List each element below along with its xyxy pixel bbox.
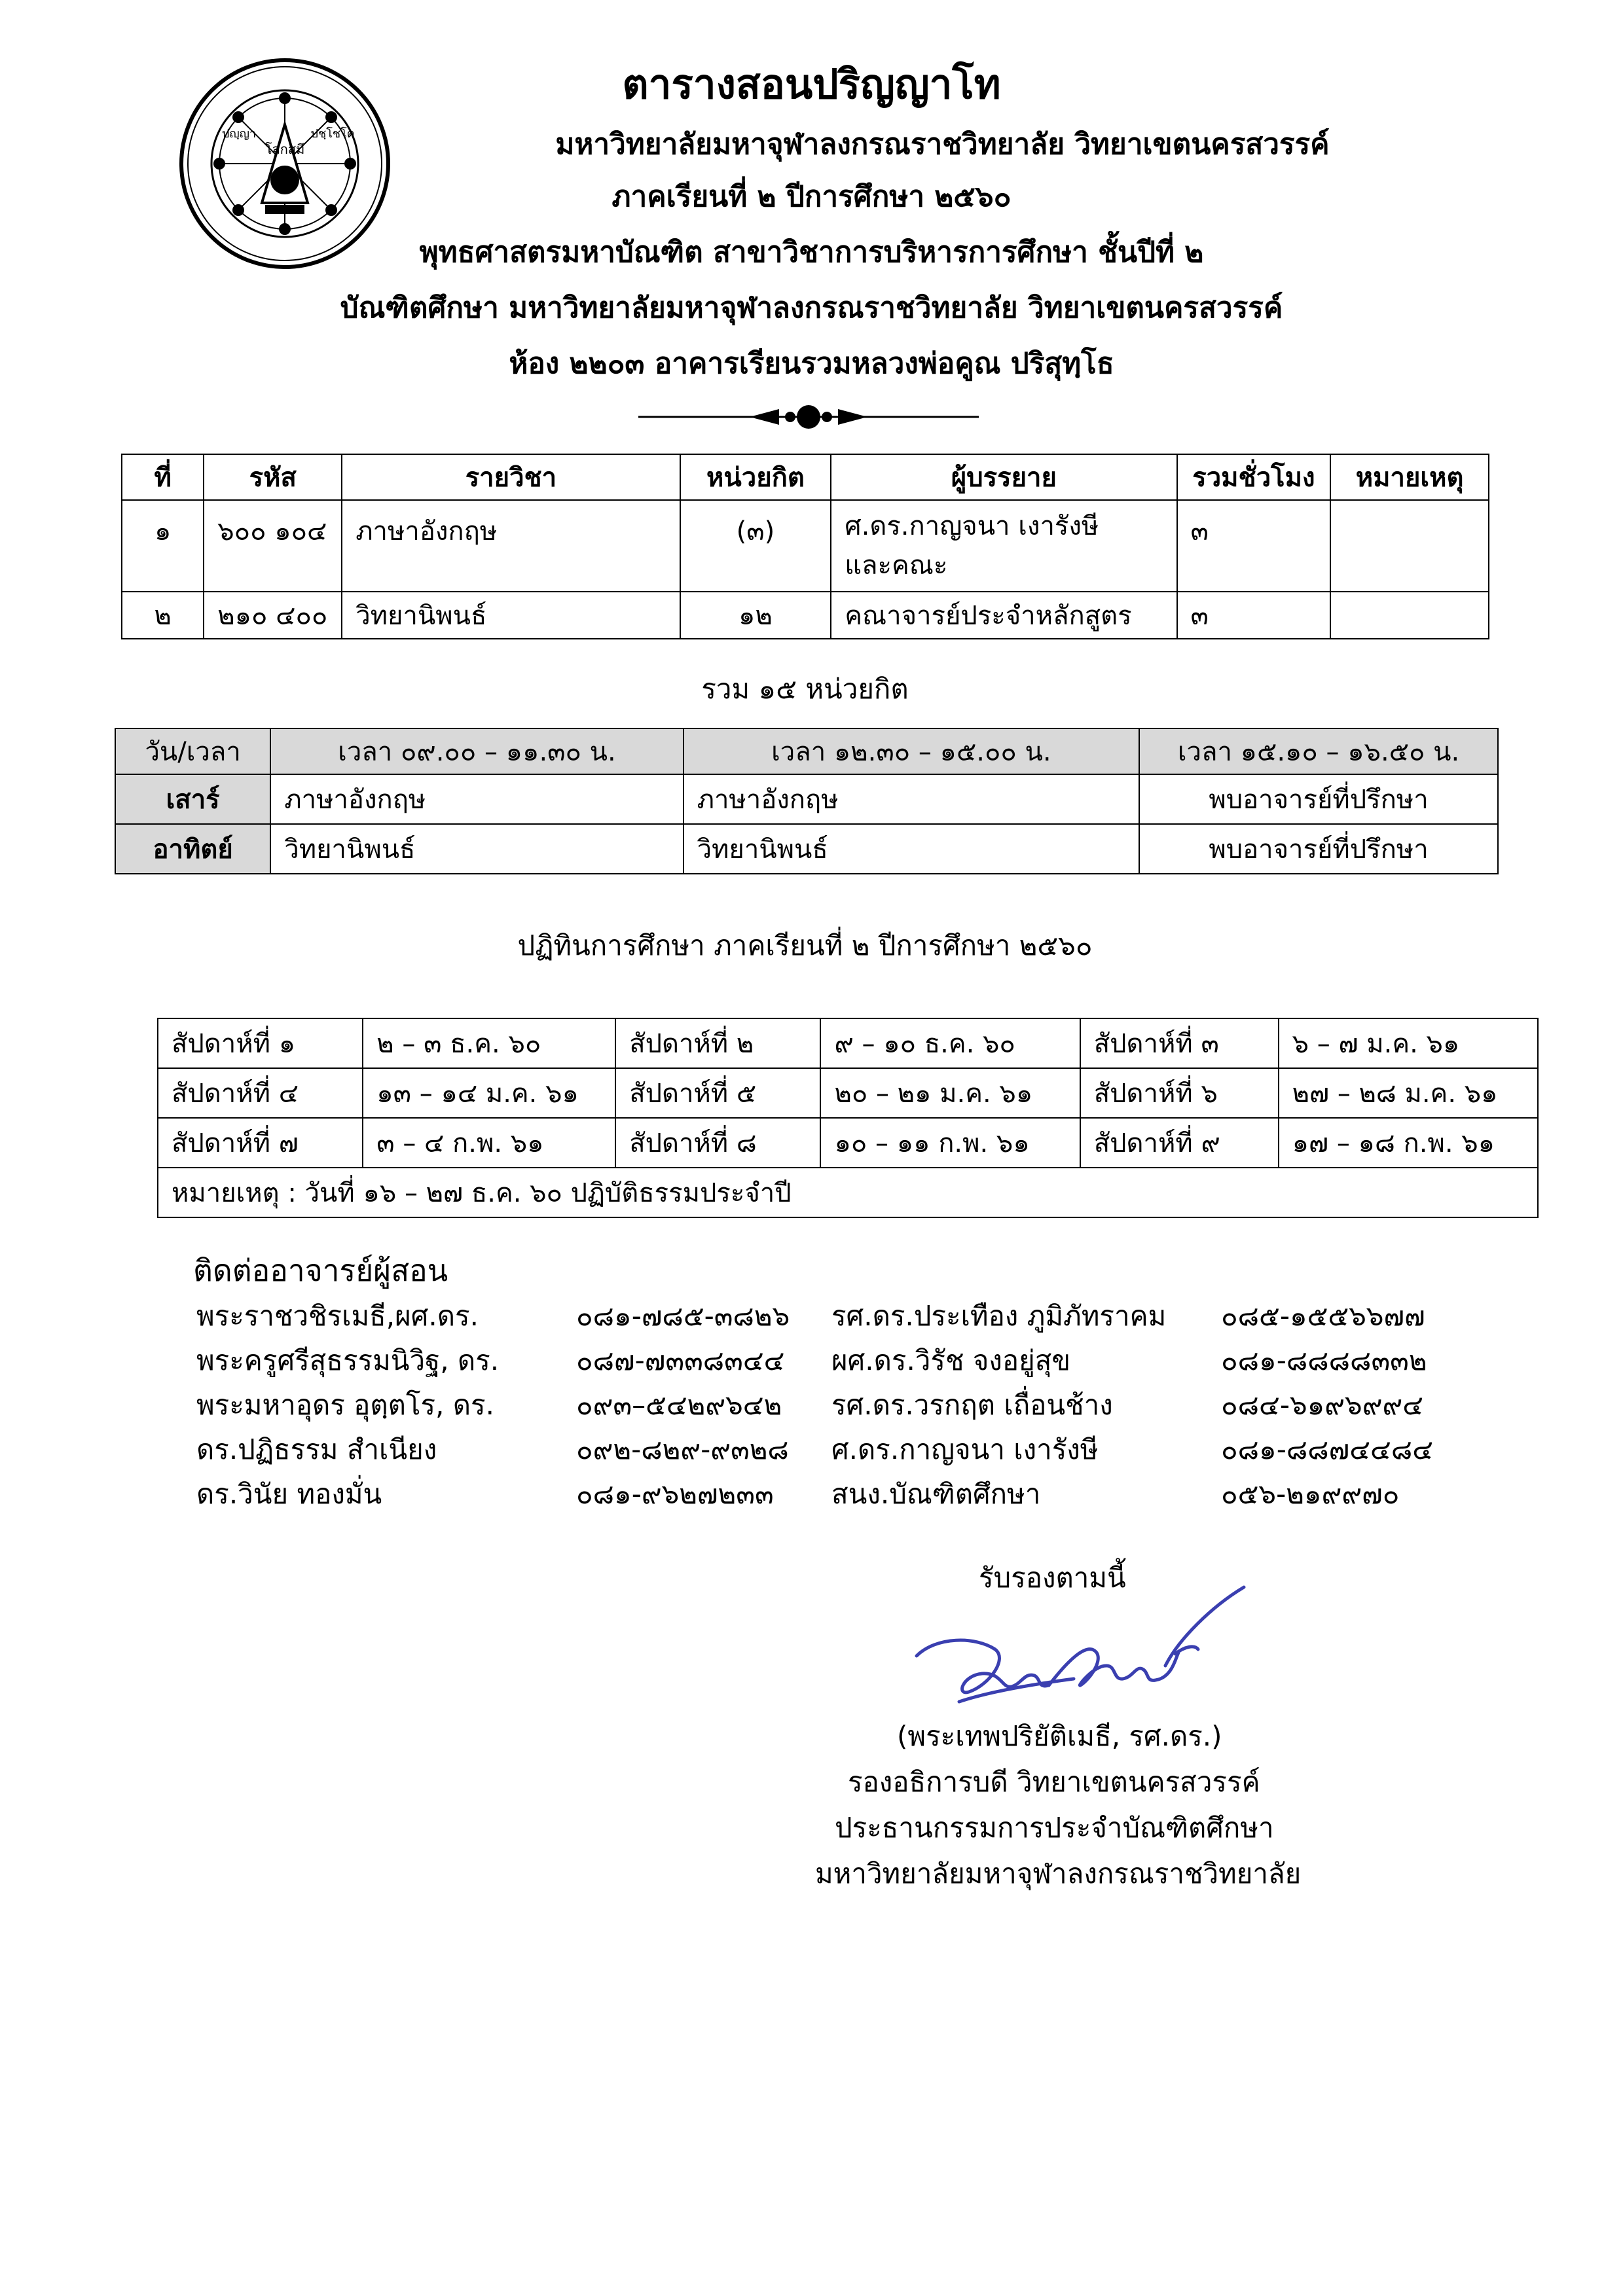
calendar-title: ปฏิทินการศึกษา ภาคเรียนที่ ๒ ปีการศึกษา ๒๕๖๐ bbox=[517, 929, 1093, 961]
course-lecturer bbox=[831, 500, 1176, 592]
lecturer-line-2: และคณะ bbox=[845, 550, 948, 581]
contact-phone: ๐๘๑-๙๖๒๗๒๓๓ bbox=[576, 1478, 774, 1510]
contact-phone: ๐๘๑-๘๘๘๘๓๓๒ bbox=[1221, 1344, 1427, 1376]
course-credit: (๓) bbox=[680, 500, 831, 592]
courses-table bbox=[121, 454, 1489, 639]
header-line-5: ห้อง ๒๒๐๓ อาคารเรียนรวมหลวงพ่อคูณ ปริสุทฺโธ bbox=[509, 347, 1114, 380]
week-label: สัปดาห์ที่ ๕ bbox=[615, 1068, 820, 1118]
schedule-col-slot1: เวลา ๐๙.๐๐ – ๑๑.๓๐ น. bbox=[270, 728, 683, 774]
schedule-slot: วิทยานิพนธ์ bbox=[270, 824, 683, 874]
signer-position-2: ประธานกรรมการประจำบัณฑิตศึกษา bbox=[835, 1812, 1274, 1844]
week-date: ๑๓ – ๑๔ ม.ค. ๖๑ bbox=[363, 1068, 615, 1118]
week-date: ๙ – ๑๐ ธ.ค. ๖๐ bbox=[820, 1018, 1080, 1068]
header-line-4: บัณฑิตศึกษา มหาวิทยาลัยมหาจุฬาลงกรณราชวิทยาลัย วิทยาเขตนครสวรรค์ bbox=[340, 291, 1283, 325]
certify-text: รับรองตามนี้ bbox=[979, 1562, 1126, 1594]
contact-name: รศ.ดร.วรกฤต เถื่อนช้าง bbox=[831, 1389, 1113, 1421]
course-code: ๖๐๐ ๑๐๔ bbox=[204, 500, 342, 592]
col-hours: รวมชั่วโมง bbox=[1177, 454, 1331, 500]
contact-name: สนง.บัณฑิตศึกษา bbox=[831, 1478, 1041, 1510]
seal-motto: โลกสฺมึ bbox=[264, 141, 305, 157]
week-label: สัปดาห์ที่ ๒ bbox=[615, 1018, 820, 1068]
contact-phone: ๐๘๑-๘๘๗๔๔๘๔ bbox=[1221, 1433, 1434, 1465]
contact-name: ดร.วินัย ทองมั่น bbox=[196, 1478, 382, 1510]
calendar-table bbox=[157, 1018, 1539, 1218]
col-subject: รายวิชา bbox=[342, 454, 680, 500]
schedule-slot: วิทยานิพนธ์ bbox=[684, 824, 1139, 874]
week-date: ๑๐ – ๑๑ ก.พ. ๖๑ bbox=[820, 1118, 1080, 1168]
contact-phone: ๐๙๓–๕๔๒๙๖๔๒ bbox=[576, 1389, 782, 1421]
table-row bbox=[115, 824, 1498, 874]
contact-name: รศ.ดร.ประเทือง ภูมิภัทราคม bbox=[831, 1300, 1167, 1332]
schedule-col-slot3: เวลา ๑๕.๑๐ – ๑๖.๕๐ น. bbox=[1139, 728, 1498, 774]
week-label: สัปดาห์ที่ ๘ bbox=[615, 1118, 820, 1168]
course-lecturer: คณาจารย์ประจำหลักสูตร bbox=[831, 592, 1176, 639]
schedule-header-row bbox=[115, 728, 1498, 774]
contact-name: พระมหาอุดร อุตฺตโร, ดร. bbox=[196, 1389, 494, 1421]
table-row bbox=[158, 1118, 1538, 1168]
header-line-3: พุทธศาสตรมหาบัณฑิต สาขาวิชาการบริหารการศึกษา ชั้นปีที่ ๒ bbox=[419, 236, 1204, 269]
schedule-col-slot2: เวลา ๑๒.๓๐ – ๑๕.๐๐ น. bbox=[684, 728, 1139, 774]
week-date: ๑๗ – ๑๘ ก.พ. ๖๑ bbox=[1279, 1118, 1538, 1168]
contact-name: พระราชวชิรเมธี,ผศ.ดร. bbox=[196, 1300, 479, 1332]
col-code: รหัส bbox=[204, 454, 342, 500]
contacts-title: ติดต่ออาจารย์ผู้สอน bbox=[193, 1253, 448, 1288]
seal-motto-right: ปชฺโชโต bbox=[310, 127, 355, 141]
course-hours: ๓ bbox=[1177, 592, 1331, 639]
week-date: ๖ – ๗ ม.ค. ๖๑ bbox=[1279, 1018, 1538, 1068]
week-date: ๓ – ๔ ก.พ. ๖๑ bbox=[363, 1118, 615, 1168]
calendar-note: หมายเหตุ : วันที่ ๑๖ – ๒๗ ธ.ค. ๖๐ ปฏิบัติธรรมประจำปี bbox=[158, 1168, 1538, 1217]
week-date: ๒ – ๓ ธ.ค. ๖๐ bbox=[363, 1018, 615, 1068]
col-note: หมายเหตุ bbox=[1330, 454, 1489, 500]
lecturer-line-1: ศ.ดร.กาญจนา เงารังษี bbox=[845, 511, 1099, 541]
schedule-table bbox=[115, 728, 1499, 874]
week-date: ๒๐ – ๒๑ ม.ค. ๖๑ bbox=[820, 1068, 1080, 1118]
col-no: ที่ bbox=[122, 454, 204, 500]
signer-name: (พระเทพปริยัติเมธี, รศ.ดร.) bbox=[897, 1720, 1222, 1752]
contact-name: ศ.ดร.กาญจนา เงารังษี bbox=[831, 1433, 1099, 1465]
course-no: ๒ bbox=[122, 592, 204, 639]
contact-phone: ๐๙๒-๘๒๙-๙๓๒๘ bbox=[576, 1433, 789, 1465]
col-lecturer: ผู้บรรยาย bbox=[831, 454, 1176, 500]
course-note bbox=[1330, 500, 1489, 592]
course-name: ภาษาอังกฤษ bbox=[342, 500, 680, 592]
signer-position-3: มหาวิทยาลัยมหาจุฬาลงกรณราชวิทยาลัย bbox=[815, 1857, 1302, 1890]
courses-header-row bbox=[122, 454, 1489, 500]
page-title: ตารางสอนปริญญาโท bbox=[622, 60, 1001, 108]
contact-name: พระครูศรีสุธรรมนิวิฐ, ดร. bbox=[196, 1344, 500, 1376]
contact-name: ผศ.ดร.วิรัช จงอยู่สุข bbox=[831, 1344, 1071, 1376]
ornament-divider bbox=[638, 401, 979, 433]
schedule-slot: ภาษาอังกฤษ bbox=[684, 774, 1139, 824]
table-row bbox=[158, 1018, 1538, 1068]
table-row bbox=[115, 774, 1498, 824]
contact-phone: ๐๘๗-๗๓๓๘๓๔๔ bbox=[576, 1344, 785, 1376]
week-label: สัปดาห์ที่ ๓ bbox=[1080, 1018, 1279, 1068]
signer-position-1: รองอธิการบดี วิทยาเขตนครสวรรค์ bbox=[848, 1766, 1260, 1798]
table-row bbox=[122, 500, 1489, 592]
week-label: สัปดาห์ที่ ๖ bbox=[1080, 1068, 1279, 1118]
course-name: วิทยานิพนธ์ bbox=[342, 592, 680, 639]
week-label: สัปดาห์ที่ ๔ bbox=[158, 1068, 363, 1118]
week-label: สัปดาห์ที่ ๙ bbox=[1080, 1118, 1279, 1168]
week-label: สัปดาห์ที่ ๑ bbox=[158, 1018, 363, 1068]
contact-phone: ๐๘๔-๖๑๙๖๙๙๔ bbox=[1221, 1389, 1424, 1421]
schedule-day: อาทิตย์ bbox=[115, 824, 270, 874]
schedule-slot: พบอาจารย์ที่ปรึกษา bbox=[1139, 824, 1498, 874]
contact-phone: ๐๕๖-๒๑๙๙๗๐ bbox=[1221, 1478, 1400, 1510]
course-note bbox=[1330, 592, 1489, 639]
header-line-1: มหาวิทยาลัยมหาจุฬาลงกรณราชวิทยาลัย วิทยาเขตนครสวรรค์ bbox=[555, 128, 1330, 161]
seal-motto-left: ปญฺญา bbox=[221, 127, 257, 141]
schedule-col-day: วัน/เวลา bbox=[115, 728, 270, 774]
course-no: ๑ bbox=[122, 500, 204, 592]
course-code: ๒๑๐ ๔๐๐ bbox=[204, 592, 342, 639]
contact-phone: ๐๘๕-๑๕๕๖๖๗๗ bbox=[1221, 1300, 1425, 1332]
contact-name: ดร.ปฏิธรรม สำเนียง bbox=[196, 1433, 437, 1465]
handwritten-signature bbox=[877, 1568, 1270, 1725]
credit-total: รวม ๑๕ หน่วยกิต bbox=[701, 673, 909, 705]
table-row bbox=[122, 592, 1489, 639]
schedule-slot: พบอาจารย์ที่ปรึกษา bbox=[1139, 774, 1498, 824]
col-credit: หน่วยกิต bbox=[680, 454, 831, 500]
calendar-note-row bbox=[158, 1168, 1538, 1217]
week-date: ๒๗ – ๒๘ ม.ค. ๖๑ bbox=[1279, 1068, 1538, 1118]
course-hours: ๓ bbox=[1177, 500, 1331, 592]
header-line-2: ภาคเรียนที่ ๒ ปีการศึกษา ๒๕๖๐ bbox=[611, 180, 1012, 213]
schedule-day: เสาร์ bbox=[115, 774, 270, 824]
schedule-slot: ภาษาอังกฤษ bbox=[270, 774, 683, 824]
course-credit: ๑๒ bbox=[680, 592, 831, 639]
contact-phone: ๐๘๑-๗๘๕-๓๘๒๖ bbox=[576, 1300, 790, 1332]
week-label: สัปดาห์ที่ ๗ bbox=[158, 1118, 363, 1168]
table-row bbox=[158, 1068, 1538, 1118]
